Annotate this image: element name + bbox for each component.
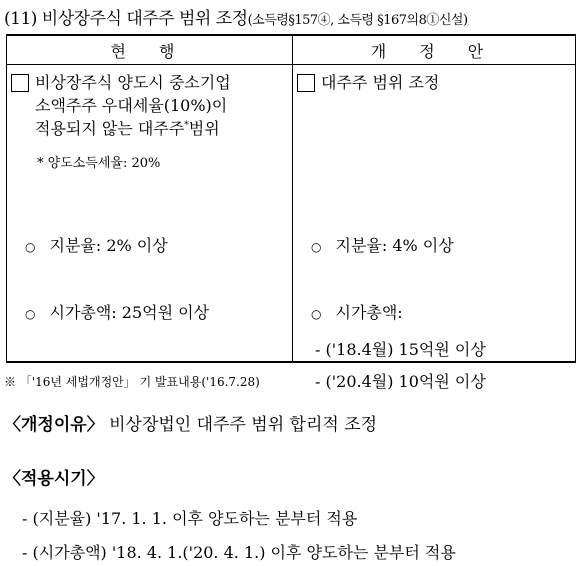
tax-rate-note: * 양도소득세율: 20%: [37, 156, 161, 171]
current-share-text: 지분율: 2% 이상: [49, 236, 168, 255]
current-column: [7, 65, 293, 363]
proposed-column: [293, 65, 576, 391]
current-heading-text: 비상장주식 양도시 중소기업 소액주주 우대세율(10%)이 적용되지 않는 대주주: [35, 73, 231, 138]
section-title-main: (11) 비상장주식 대주주 범위 조정: [4, 9, 248, 29]
proposed-heading-text: 대주주 범위 조정: [321, 73, 440, 92]
effective-item-share: - (지분율) '17. 1. 1. 이후 양도하는 분부터 적용: [22, 509, 358, 528]
current-heading-tail: 범위: [188, 119, 220, 138]
asterisk-mark: *: [184, 120, 189, 131]
checkbox-square-icon: [11, 74, 29, 92]
current-marketcap-text: 시가총액: 25억원 이상: [49, 303, 210, 322]
proposed-bullet-marketcap: [311, 300, 403, 323]
circle-bullet-icon: ○: [25, 307, 36, 321]
footnote: ※ 「'16년 세법개정안」 기 발표내용('16.7.28): [4, 375, 260, 389]
proposed-bullet-share: [311, 233, 454, 256]
proposed-marketcap-text: 시가총액:: [335, 303, 403, 322]
proposed-sub-2020: - ('20.4월) 10억원 이상: [315, 372, 486, 391]
circle-bullet-icon: ○: [311, 240, 322, 254]
checkbox-square-icon: [297, 74, 315, 92]
reason-line: [4, 410, 377, 435]
circle-bullet-icon: ○: [311, 307, 322, 321]
header-proposed: 개 정 안: [293, 35, 576, 65]
proposed-sub-2018: - ('18.4월) 15억원 이상: [315, 340, 486, 359]
circle-bullet-icon: ○: [25, 240, 36, 254]
current-bullet-share: [25, 233, 168, 256]
section-title: [4, 4, 468, 29]
current-bullet-marketcap: [25, 300, 209, 323]
reason-label: 〈개정이유〉: [4, 415, 104, 435]
effective-item-marketcap: - (시가총액) '18. 4. 1.('20. 4. 1.) 이후 양도하는 분부터 적용: [22, 543, 456, 562]
current-heading: [11, 71, 292, 140]
effective-heading: [4, 464, 104, 489]
section-title-ref: (소득령§157④, 소득령 §167의8①신설): [247, 13, 468, 28]
proposed-share-text: 지분율: 4% 이상: [335, 236, 454, 255]
reason-text: 비상장법인 대주주 범위 합리적 조정: [109, 415, 378, 435]
effective-label: 〈적용시기〉: [4, 469, 104, 489]
proposed-heading: [297, 71, 575, 94]
header-current: 현 행: [7, 35, 293, 65]
